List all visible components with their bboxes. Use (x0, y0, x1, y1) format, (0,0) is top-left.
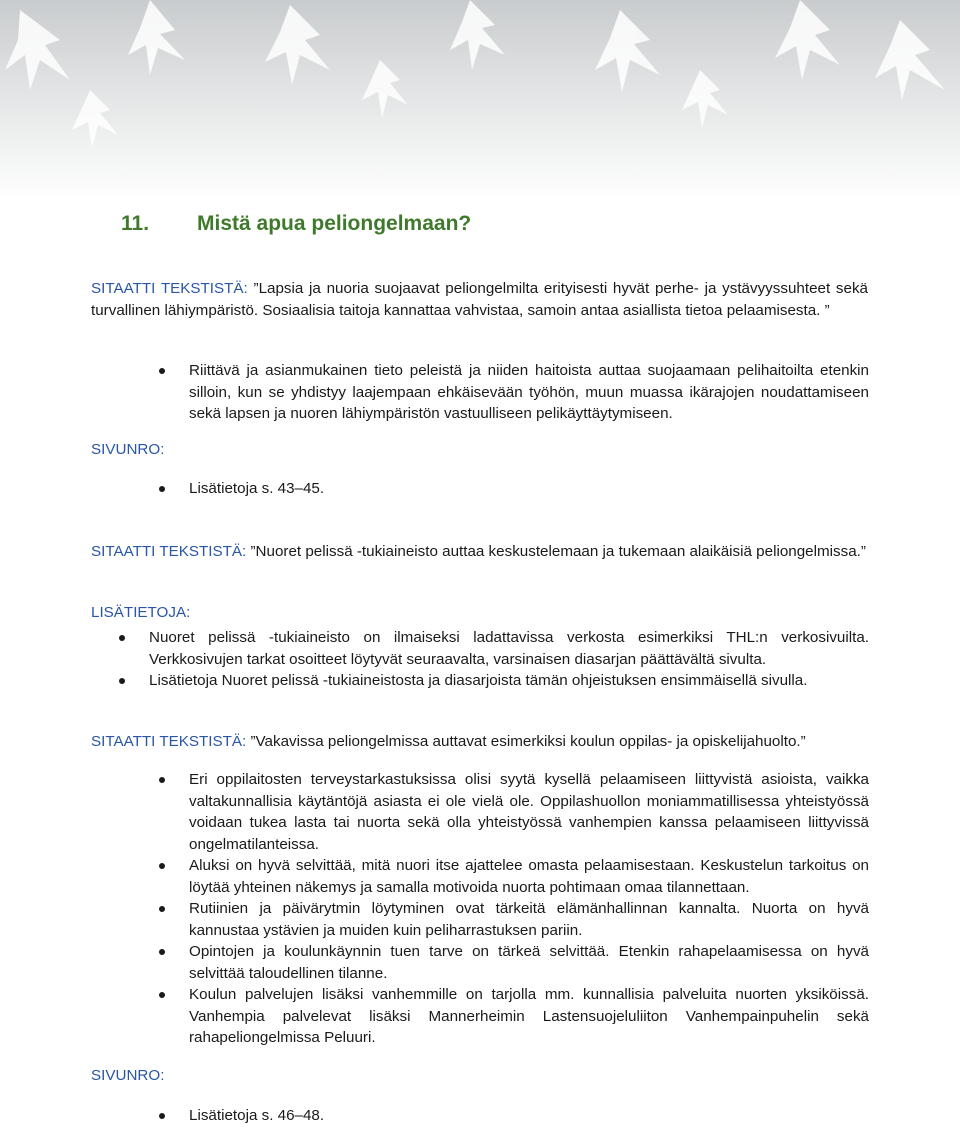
bullet-icon (159, 863, 165, 869)
list-item: Nuoret pelissä -tukiaineisto on ilmaiseksi ladattavissa verkosta esimerkiksi THL:n verkosivuilta. Verkkosivujen tarkat osoitteet löytyvät seuraavalta, varsinaisen diasarjan päättävältä sivulta. (149, 627, 869, 670)
quote-text: ”Nuoret pelissä -tukiaineisto auttaa keskustelemaan ja tukemaan alaikäisiä peliongelmissa.” (246, 543, 866, 560)
bullet-icon (159, 368, 165, 374)
section-title: Mistä apua peliongelmaan? (197, 212, 472, 235)
quote-paragraph-2 (91, 541, 868, 563)
page-number-label: SIVUNRO: (91, 1067, 165, 1084)
bullet-icon (159, 1113, 165, 1119)
bullet-icon (159, 486, 165, 492)
list-item: Koulun palvelujen lisäksi vanhemmille on tarjolla mm. kunnallisia palveluita nuorten yksiköissä. Vanhempia palvelevat lisäksi Mannerheimin Lastensuojeluliiton Vanhempainpuhelin sekä rahapeliongelmissa Peluuri. (189, 984, 869, 1049)
more-info-list-1 (189, 478, 869, 500)
more-info-label: LISÄTIETOJA: (91, 604, 191, 621)
bullet-icon (119, 678, 125, 684)
bullet-icon (159, 992, 165, 998)
list-item: Opintojen ja koulunkäynnin tuen tarve on tärkeä selvittää. Etenkin rahapelaamisessa on hyvä selvittää taloudellinen tilanne. (189, 941, 869, 984)
section-number: 11. (121, 212, 150, 235)
quote-paragraph-1 (91, 278, 868, 322)
more-info-list-3 (189, 1105, 869, 1127)
list-item: Rutiinien ja päivärytmin löytyminen ovat tärkeitä elämänhallinnan kannalta. Nuorta on hyvä kannustaa ystävien ja muiden kuin peliharrastuksen pariin. (189, 898, 869, 941)
bullet-list-1 (189, 360, 869, 425)
list-item: Lisätietoja s. 46–48. (189, 1105, 869, 1127)
quote-label: SITAATTI TEKSTISTÄ: (91, 733, 247, 750)
list-item: Lisätietoja Nuoret pelissä -tukiaineistosta ja diasarjoista tämän ohjeistuksen ensimmäisellä sivulla. (149, 670, 869, 692)
quote-text: ”Vakavissa peliongelmissa auttavat esimerkiksi koulun oppilas- ja opiskelijahuolto.” (246, 733, 806, 750)
bullet-icon (159, 949, 165, 955)
bullet-icon (119, 635, 125, 641)
bullet-list-2 (149, 627, 869, 692)
list-item: Aluksi on hyvä selvittää, mitä nuori itse ajattelee omasta pelaamisestaan. Keskustelun tarkoitus on löytää yhteinen näkemys ja samalla motivoida nuorta pohtimaan omaa tilannettaan. (189, 855, 869, 898)
quote-label: SITAATTI TEKSTISTÄ: (91, 543, 247, 560)
bullet-icon (159, 906, 165, 912)
quote-paragraph-3 (91, 731, 868, 753)
bullet-icon (159, 777, 165, 783)
list-item: Riittävä ja asianmukainen tieto peleistä ja niiden haitoista auttaa suojaamaan pelihaitoilta etenkin silloin, kun se yhdistyy laajempaan ehkäisevään työhön, muun muassa ikärajojen noudattamiseen sekä lapsen ja nuoren lähiympäristön vastuulliseen pelikäyttäytymiseen. (189, 360, 869, 425)
list-item: Eri oppilaitosten terveystarkastuksissa olisi syytä kysellä pelaamiseen liittyvistä asioista, vaikka valtakunnallisia käytäntöjä asiasta ei ole vielä ole. Oppilashuollon moniammatillisessa yhteistyössä voidaan tukea lasta tai nuorta sekä olla yhteistyössä vanhempien kanssa pelaamiseen liittyvissä ongelmatilanteissa. (189, 769, 869, 855)
quote-text: ”Lapsia ja nuoria suojaavat peliongelmilta erityisesti hyvät perhe- ja ystävyyssuhteet sekä turvallinen lähiympäristö. Sosiaalisia taitoja kannattaa vahvistaa, samoin antaa asiallista tietoa pelaamisesta. ” (91, 280, 868, 319)
quote-label: SITAATTI TEKSTISTÄ: (91, 280, 248, 297)
bullet-list-3 (189, 769, 869, 1049)
page-number-label: SIVUNRO: (91, 441, 165, 458)
list-item: Lisätietoja s. 43–45. (189, 478, 869, 500)
